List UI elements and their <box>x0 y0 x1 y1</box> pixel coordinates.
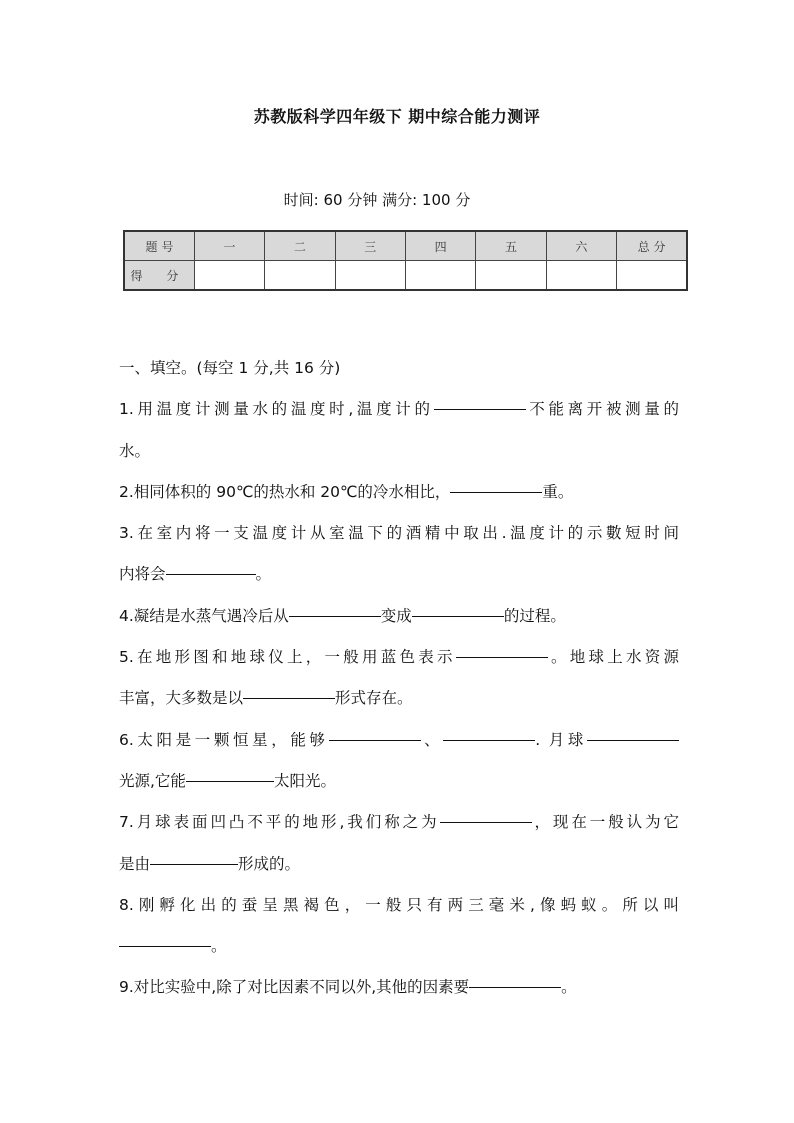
answer-blank[interactable] <box>243 697 335 699</box>
page-title: 苏教版科学四年级下 期中综合能力测评 <box>253 107 541 126</box>
score-row-label: 得 分 <box>124 261 194 291</box>
section-fill-in-blank <box>119 348 679 1009</box>
section-heading: 一、填空。(每空 1 分,共 16 分) <box>119 359 341 377</box>
score-col-label: 题 号 <box>124 231 194 261</box>
question-3: 3.在室内将一支温度计从室温下的酒精中取出.温度计的示數短时间 <box>119 524 679 543</box>
answer-blank[interactable] <box>443 739 535 741</box>
question-9: 9.对比实验中,除了对比因素不同以外,其他的因素要 。 <box>119 978 577 997</box>
question-6: 6.太阳是一颗恒星，能够 、 . 月球 <box>119 720 679 761</box>
score-cell-3[interactable] <box>335 261 405 291</box>
answer-blank[interactable] <box>434 408 526 410</box>
answer-blank[interactable] <box>329 739 421 741</box>
score-col-2: 二 <box>265 231 335 261</box>
score-col-6: 六 <box>546 231 616 261</box>
score-col-4: 四 <box>406 231 476 261</box>
score-cell-4[interactable] <box>406 261 476 291</box>
question-2: 2.相同体积的 90℃的热水和 20℃的冷水相比， 重。 <box>119 482 574 501</box>
score-col-1: 一 <box>194 231 264 261</box>
answer-blank[interactable] <box>150 863 238 865</box>
score-cell-total[interactable] <box>617 261 687 291</box>
score-table-score-row <box>124 261 687 291</box>
question-4: 4.凝结是水蒸气遇冷后从 变成 的过程。 <box>119 606 566 625</box>
answer-blank[interactable] <box>469 986 561 988</box>
question-8: 8.刚孵化出的蚕呈黑褐色，一般只有两三毫米,像蚂蚁。所以叫 <box>119 895 679 914</box>
question-1: 1.用温度计测量水的温度时,温度计的 不能离开被测量的 <box>119 400 679 419</box>
score-col-3: 三 <box>335 231 405 261</box>
answer-blank[interactable] <box>166 573 256 575</box>
question-8-cont: 。 <box>119 926 679 967</box>
question-7-cont: 是由 形成的。 <box>119 854 301 873</box>
question-7: 7.月球表面凹凸不平的地形,我们称之为 ，现在一般认为它 <box>119 813 679 832</box>
answer-blank[interactable] <box>456 656 548 658</box>
answer-blank[interactable] <box>119 945 211 947</box>
score-table <box>123 230 688 291</box>
answer-blank[interactable] <box>440 821 532 823</box>
answer-blank[interactable] <box>412 615 504 617</box>
score-cell-2[interactable] <box>265 261 335 291</box>
question-5: 5.在地形图和地球仪上，一般用蓝色表示 。地球上水资源 <box>119 648 679 667</box>
question-1-cont: 水。 <box>119 441 151 460</box>
answer-blank[interactable] <box>587 739 679 741</box>
answer-blank[interactable] <box>186 780 274 782</box>
score-col-total: 总 分 <box>617 231 687 261</box>
score-cell-1[interactable] <box>194 261 264 291</box>
score-cell-5[interactable] <box>476 261 546 291</box>
score-cell-6[interactable] <box>546 261 616 291</box>
question-5-cont: 丰富，大多数是以 形式存在。 <box>119 689 413 708</box>
score-col-5: 五 <box>476 231 546 261</box>
answer-blank[interactable] <box>450 491 542 493</box>
answer-blank[interactable] <box>289 615 381 617</box>
score-table-header-row <box>124 231 687 261</box>
exam-info: 时间: 60 分钟 满分: 100 分 <box>283 191 471 209</box>
question-3-cont: 内将会 。 <box>119 565 272 584</box>
question-6-cont: 光源,它能 太阳光。 <box>119 771 336 790</box>
